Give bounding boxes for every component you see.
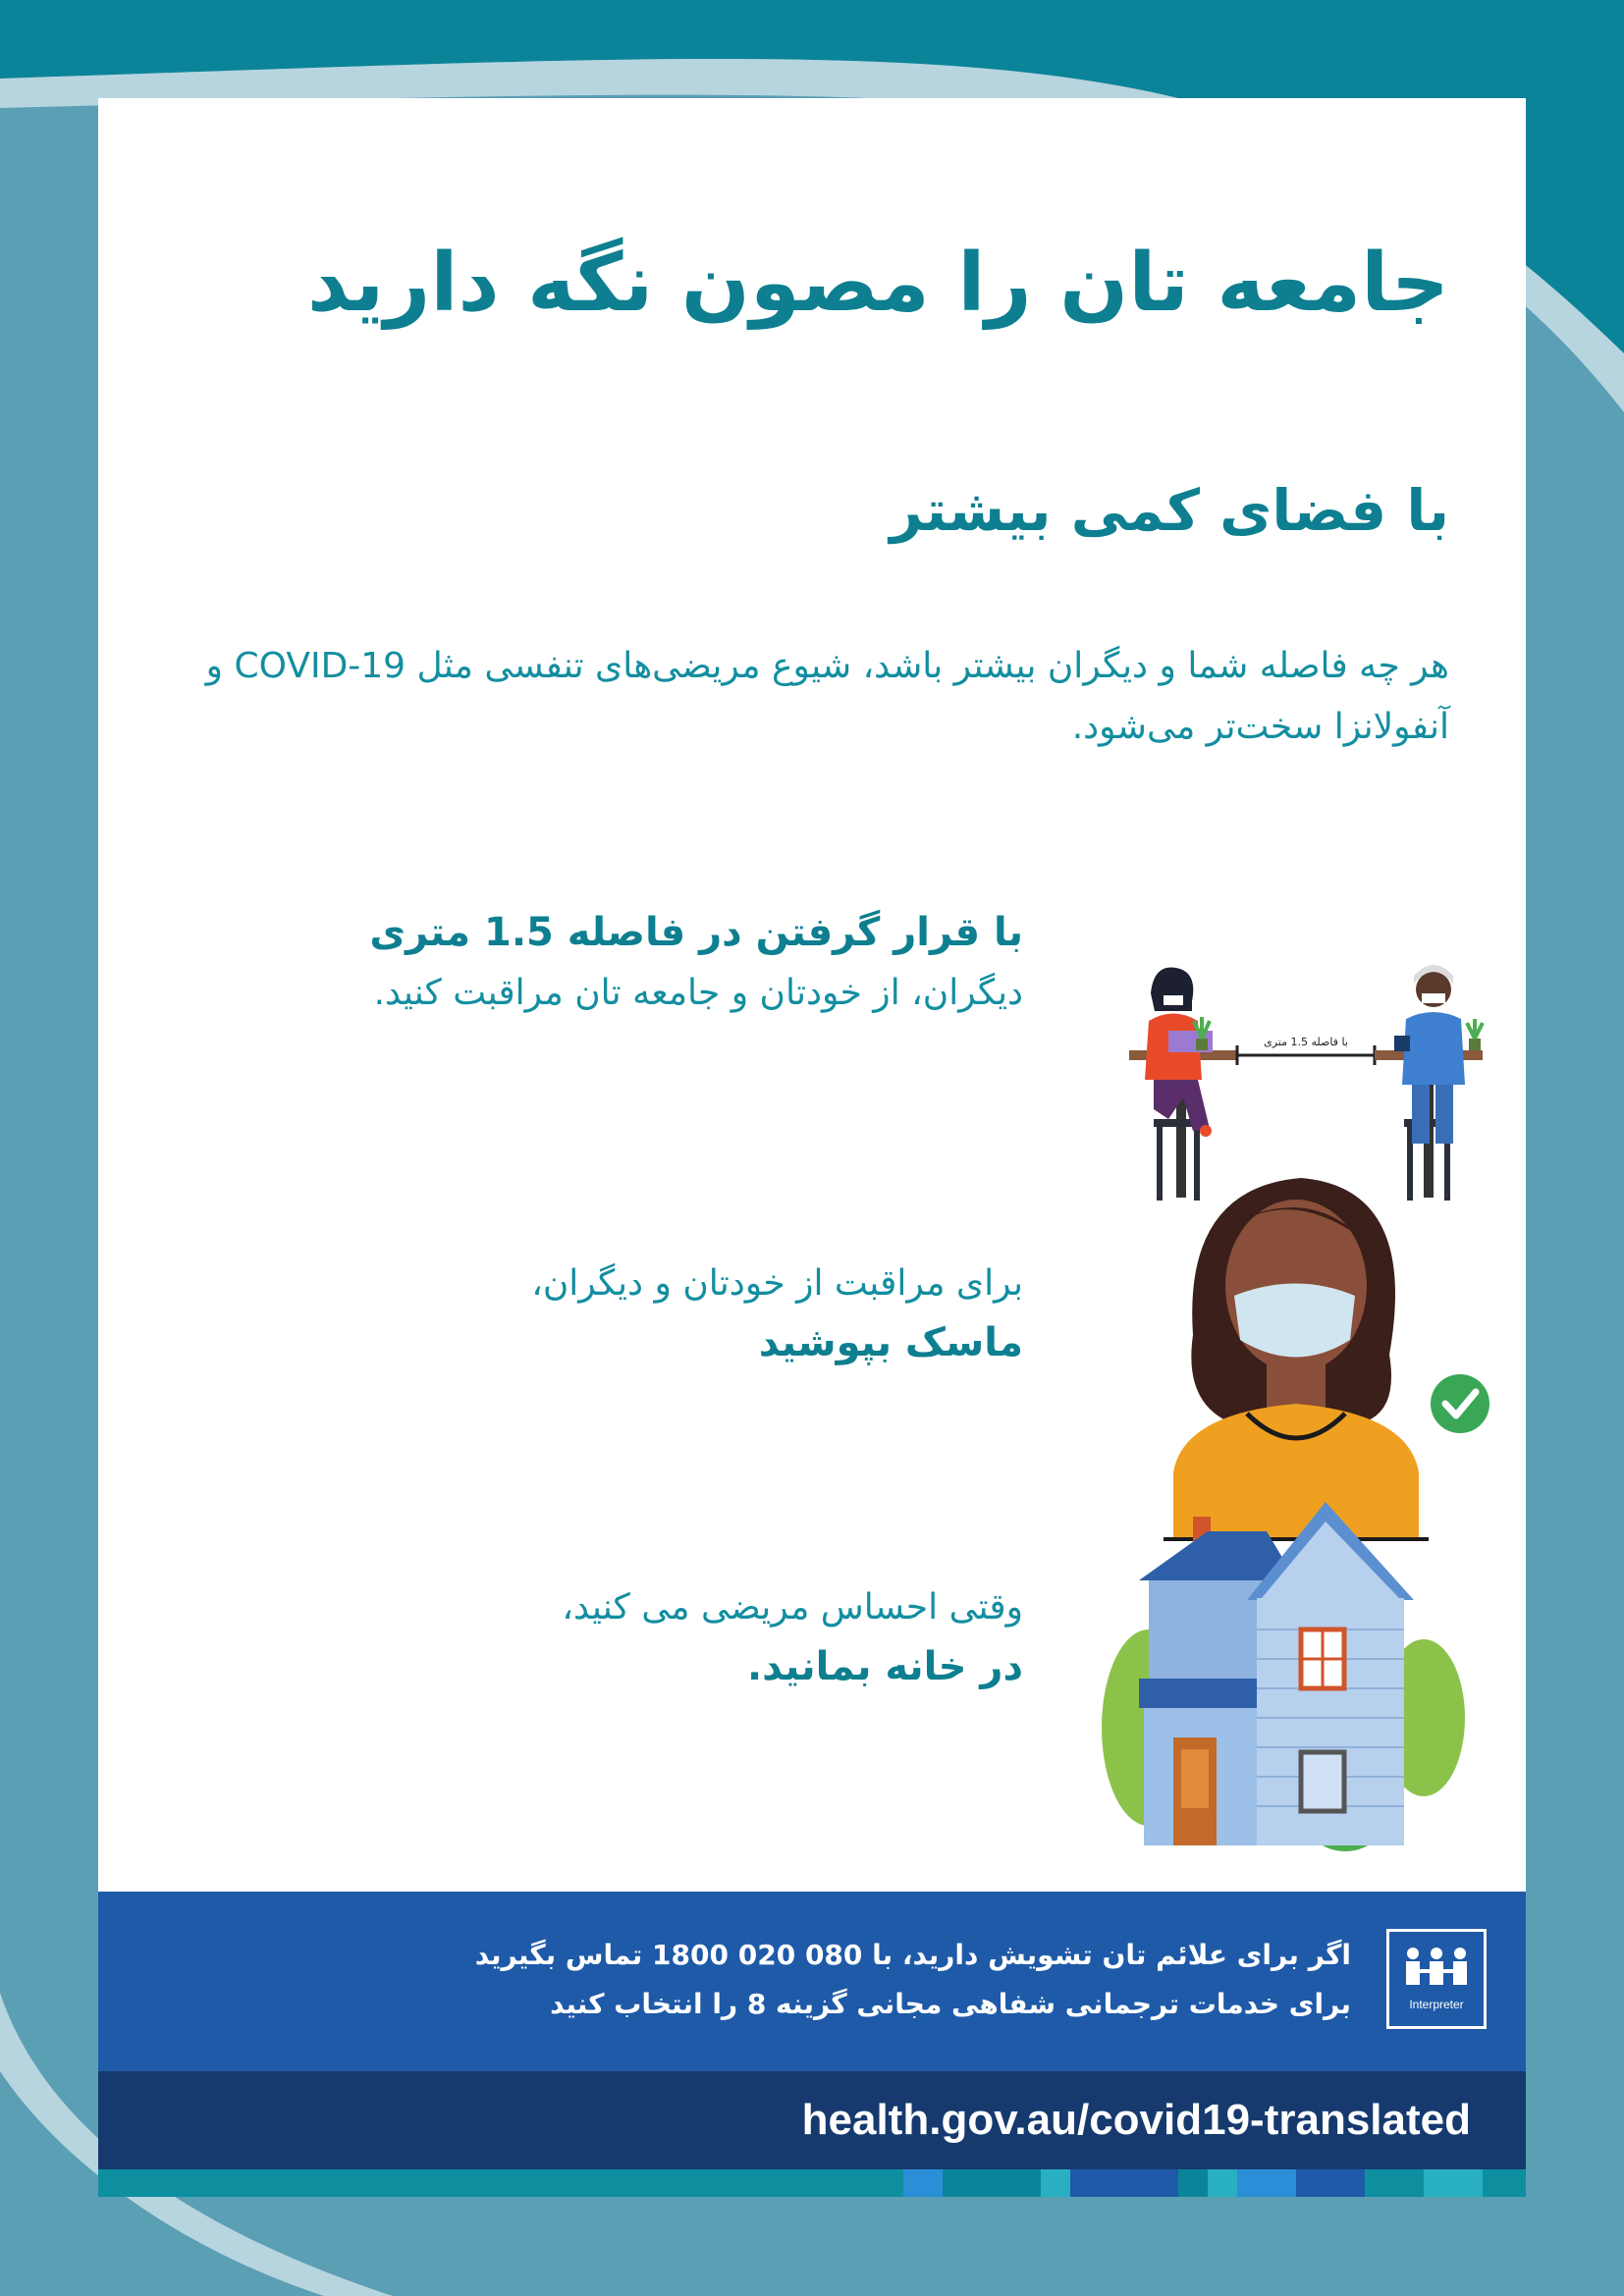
- distancing-message: [336, 903, 1023, 1023]
- contact-band: [98, 1892, 1526, 2071]
- website-link[interactable]: health.gov.au/covid19-translated: [801, 2096, 1471, 2144]
- page-subtitle: با فضای کمی بیشتر: [890, 477, 1449, 544]
- people-distancing-illustration: [1100, 874, 1512, 1207]
- woman-wearing-mask-illustration: [1154, 1168, 1507, 1541]
- contact-text: [271, 1931, 1351, 2029]
- poster-card: [98, 98, 1526, 2197]
- distance-label: با فاصله 1.5 متری: [1264, 1036, 1348, 1048]
- contact-line-2: برای خدمات ترجمانی شفاهی مجانی گزینه 8 را انتخاب کنید: [550, 1988, 1351, 2020]
- bottom-color-stripe: [98, 2169, 1526, 2197]
- contact-line-1: اگر برای علائم تان تشویش دارید، با 080 020 1800 تماس بگیرید: [474, 1939, 1351, 1971]
- stay-home-message-bold: در خانه بمانید.: [746, 1644, 1023, 1689]
- interpreter-label: Interpreter: [1409, 1998, 1464, 2011]
- interpreter-icon: [1386, 1929, 1487, 2029]
- mask-message-bold: ماسک بپوشید: [758, 1320, 1023, 1365]
- stay-home-message: [336, 1578, 1023, 1698]
- intro-paragraph: هر چه فاصله شما و دیگران بیشتر باشد، شیوع مریضی‌های تنفسی مثل COVID-19 و آنفولانزا سخت‌تر می‌شود.: [205, 646, 1449, 747]
- distancing-message-bold: با قرار گرفتن در فاصله 1.5 متری: [369, 910, 1023, 955]
- house-illustration: [1100, 1492, 1512, 1855]
- stay-home-message-text: وقتی احساس مریضی می کنید،: [562, 1587, 1023, 1628]
- page-title: جامعه تان را مصون نگه دارید: [306, 237, 1449, 330]
- url-band: [98, 2071, 1526, 2169]
- check-icon: [1431, 1374, 1489, 1433]
- mask-message-text: برای مراقبت از خودتان و دیگران،: [531, 1263, 1023, 1304]
- distancing-message-text: دیگران، از خودتان و جامعه تان مراقبت کنید.: [373, 973, 1023, 1013]
- mask-message: [336, 1255, 1023, 1374]
